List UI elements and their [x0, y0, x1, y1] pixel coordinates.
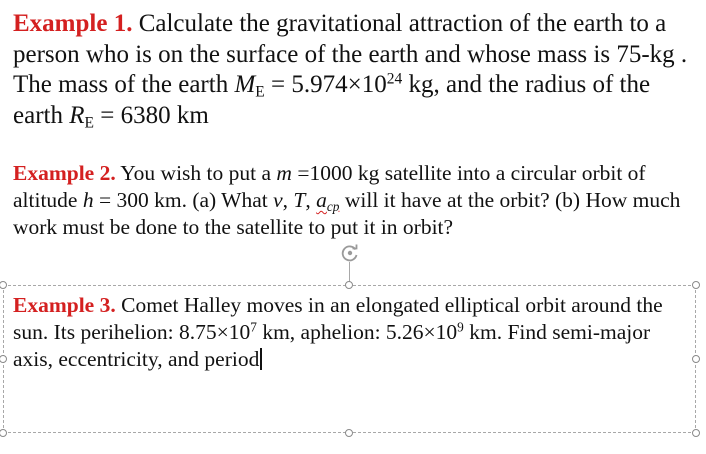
- earth-mass-subscript: E: [255, 83, 265, 101]
- resize-handle-bottom-right[interactable]: [692, 429, 700, 437]
- example-3-text-a: Comet Halley moves in an elongated elliptical orbit around the sun. Its perihelion: 8.75×10: [13, 293, 663, 344]
- accel-subscript: cp: [326, 198, 340, 214]
- earth-radius-subscript: E: [84, 114, 94, 132]
- rotate-connector: [349, 262, 350, 282]
- resize-handle-top-right[interactable]: [692, 281, 700, 289]
- example-1-paragraph[interactable]: [13, 9, 693, 131]
- earth-mass-symbol: M: [234, 71, 256, 98]
- rotate-handle-icon[interactable]: [340, 243, 360, 263]
- example-3-label: Example 3.: [13, 293, 116, 317]
- velocity-symbol: v: [273, 188, 283, 212]
- example-1-label: Example 1.: [13, 10, 133, 37]
- example-1-text-d: = 6380 km: [93, 101, 209, 129]
- resize-handle-bottom-middle[interactable]: [345, 429, 353, 437]
- example-3-text-c: km. Find semi-major axis, eccentricity, and period: [13, 320, 651, 371]
- example-1-text-a: Calculate the gravitational attraction of the earth to a person who is on the surface of the earth and whose mass is 75-kg . The mass of the earth: [13, 10, 688, 98]
- example-1-text-c: kg, and the radius of the earth: [13, 71, 651, 129]
- example-2-text-f: will it have at the orbit? (b) How much work must be done to the satellite to put it in orbit?: [13, 188, 681, 239]
- example-2-text-c: = 300 km. (a) What: [93, 188, 274, 212]
- earth-mass-exponent: 24: [386, 70, 403, 88]
- example-2-label: Example 2.: [13, 161, 116, 185]
- example-3-paragraph[interactable]: [13, 292, 683, 373]
- example-2-text-b: =1000 kg satellite into a circular orbit of altitude: [13, 161, 646, 212]
- altitude-symbol: h: [82, 188, 94, 212]
- example-3-text-b: km, aphelion: 5.26×10: [256, 320, 458, 344]
- resize-handle-top-middle[interactable]: [345, 281, 353, 289]
- earth-radius-symbol: R: [69, 101, 85, 129]
- mass-symbol: m: [276, 161, 292, 185]
- text-cursor: [260, 348, 262, 370]
- aphelion-exponent: 9: [457, 319, 464, 335]
- example-1-text-b: = 5.974×10: [264, 71, 387, 98]
- period-symbol: T: [293, 188, 306, 212]
- centripetal-accel-symbol: [316, 188, 339, 212]
- accel-var: a: [316, 188, 327, 212]
- example-2-text-a: You wish to put a: [115, 161, 277, 185]
- example-2-text-e: ,: [305, 188, 317, 212]
- perihelion-exponent: 7: [250, 319, 257, 335]
- resize-handle-middle-right[interactable]: [692, 355, 700, 363]
- example-2-text-d: ,: [282, 188, 294, 212]
- resize-handle-bottom-left[interactable]: [0, 429, 7, 437]
- example-2-paragraph[interactable]: [13, 160, 698, 241]
